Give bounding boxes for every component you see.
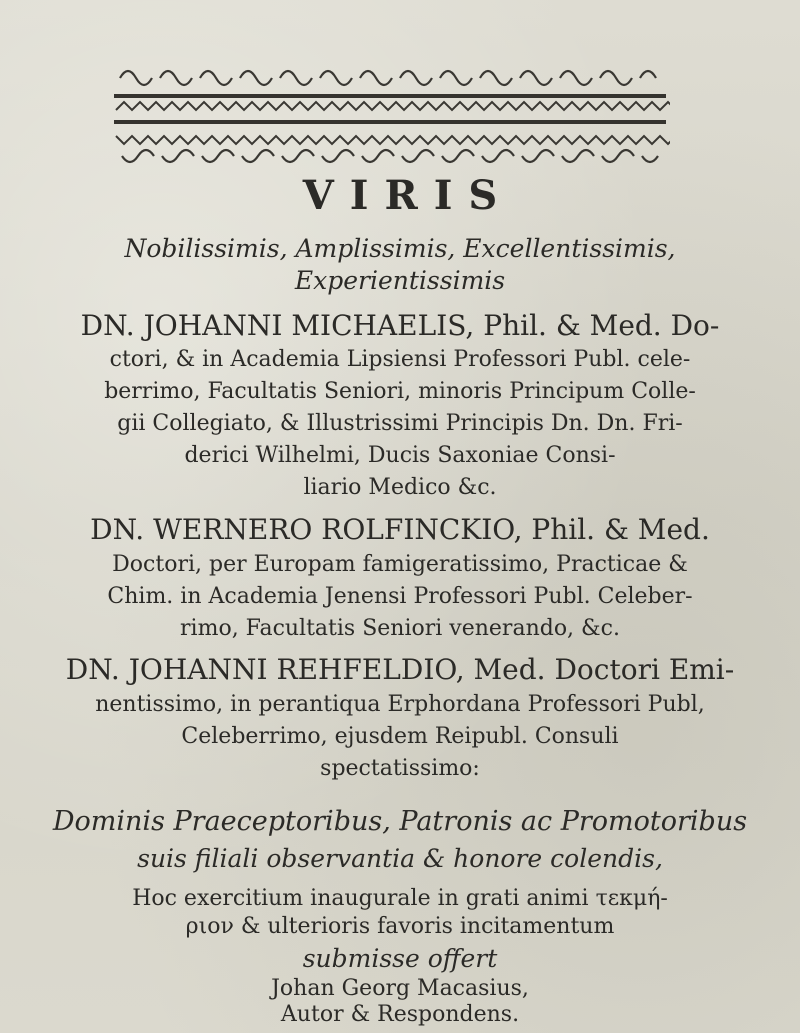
salutation-line-1: Nobilissimis, Amplissimis, Excellentissimis, [124, 234, 676, 263]
dedication-line-2: suis filiali observantia & honore colendis, [137, 844, 663, 873]
rolfinck-line-3: Chim. in Academia Jenensi Professori Publ. Celeber- [107, 584, 693, 609]
author-role: Autor & Respondens. [280, 1002, 520, 1027]
michaelis-line-2: ctori, & in Academia Lipsiensi Professori Publ. cele- [109, 347, 691, 372]
michaelis-line-1: DN. JOHANNI MICHAELIS, Phil. & Med. Do- [80, 309, 720, 342]
salutation-line-2: Experientissimis [294, 266, 506, 295]
ornament-fleuron-border-icon [110, 58, 670, 170]
rolfinck-line-4: rimo, Facultatis Seniori venerando, &c. [180, 616, 620, 641]
rehfeld-line-3: Celeberrimo, ejusdem Reipubl. Consuli [181, 724, 619, 749]
closing-line-2: ριον & ulterioris favoris incitamentum [185, 914, 615, 939]
dedication-line-1: Dominis Praeceptoribus, Patronis ac Promotoribus [52, 806, 748, 837]
michaelis-line-6: liario Medico &c. [303, 475, 497, 500]
rolfinck-line-2: Doctori, per Europam famigeratissimo, Practicae & [112, 552, 688, 577]
heading-viris: VIRIS [302, 172, 514, 219]
rehfeld-line-4: spectatissimo: [320, 756, 480, 781]
michaelis-line-4: gii Collegiato, & Illustrissimi Principis Dn. Dn. Fri- [117, 411, 683, 436]
michaelis-line-3: berrimo, Facultatis Seniori, minoris Principum Colle- [104, 379, 696, 404]
michaelis-line-5: derici Wilhelmi, Ducis Saxoniae Consi- [184, 443, 616, 468]
rehfeld-line-2: nentissimo, in perantiqua Erphordana Professori Publ, [95, 692, 705, 717]
author-name: Johan Georg Macasius, [271, 976, 529, 1001]
rolfinck-line-1: DN. WERNERO ROLFINCKIO, Phil. & Med. [90, 513, 710, 546]
closing-line-1: Hoc exercitium inaugurale in grati animi τεκμή- [132, 886, 668, 911]
rehfeld-line-1: DN. JOHANNI REHFELDIO, Med. Doctori Emi- [65, 653, 735, 686]
offer-line: submisse offert [302, 944, 498, 973]
